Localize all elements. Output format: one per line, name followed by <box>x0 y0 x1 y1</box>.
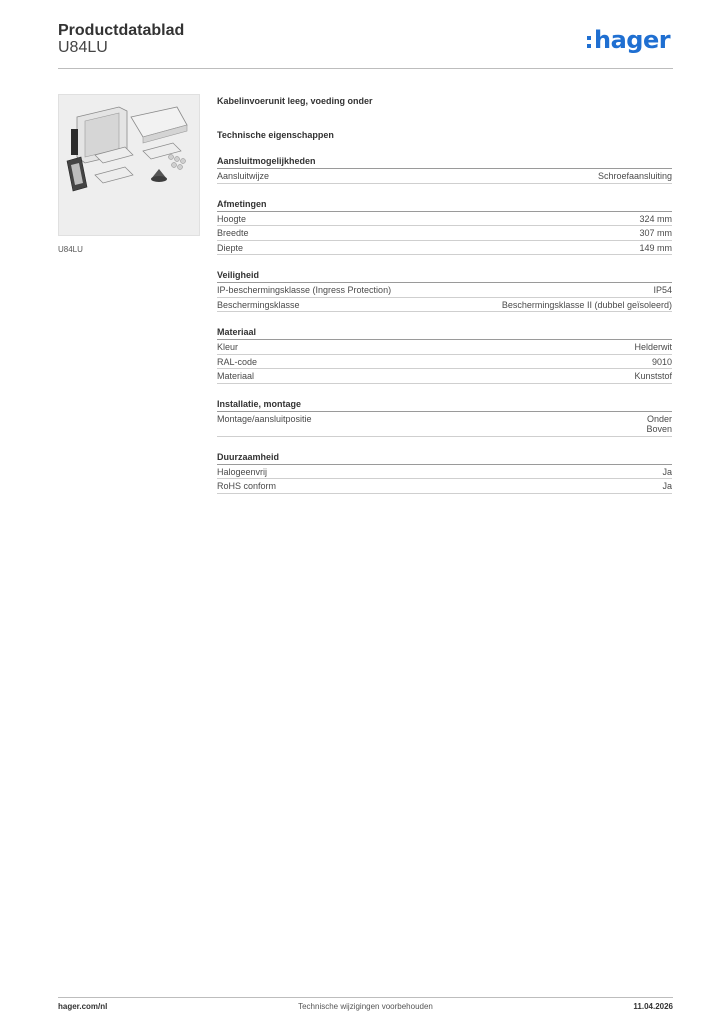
spec-label: RoHS conform <box>217 481 277 491</box>
spec-row <box>217 355 672 370</box>
spec-label: Halogeenvrij <box>217 466 268 477</box>
spec-value-line: 307 mm <box>639 228 672 238</box>
spec-row <box>217 298 672 313</box>
spec-row <box>217 479 672 494</box>
spec-value-line: Ja <box>662 481 672 491</box>
spec-value <box>662 481 672 492</box>
spec-value-line: IP54 <box>653 285 672 295</box>
spec-label: Beschermingsklasse <box>217 299 300 310</box>
spec-row <box>217 283 672 298</box>
spec-value-line: Helderwit <box>634 342 672 352</box>
spec-value-line: Ja <box>662 466 672 477</box>
spec-value <box>639 243 672 254</box>
section-title: Veiligheid <box>217 270 672 283</box>
product-image <box>58 94 200 236</box>
spec-section <box>217 156 672 184</box>
spec-row <box>217 369 672 384</box>
spec-value-line: 149 mm <box>639 242 672 253</box>
section-title: Afmetingen <box>217 199 672 212</box>
spec-content <box>217 96 672 494</box>
spec-value <box>652 357 672 368</box>
spec-value <box>634 371 672 382</box>
logo-dots-icon <box>587 36 593 52</box>
spec-label: Materiaal <box>217 371 255 381</box>
spec-label: Hoogte <box>217 213 247 224</box>
product-code: U84LU <box>58 39 108 56</box>
spec-label: Kleur <box>217 342 239 352</box>
section-title: Materiaal <box>217 327 672 340</box>
spec-value-line: Beschermingsklasse II (dubbel geïsoleerd) <box>501 299 672 310</box>
spec-row <box>217 169 672 184</box>
spec-value-line: 324 mm <box>639 213 672 224</box>
page-header <box>58 20 673 69</box>
section-title: Installatie, montage <box>217 399 672 412</box>
spec-row <box>217 465 672 480</box>
spec-label: IP-beschermingsklasse (Ingress Protection) <box>217 285 392 295</box>
spec-label: Montage/aansluitpositie <box>217 413 312 424</box>
spec-value <box>639 214 672 225</box>
spec-sections <box>217 156 672 494</box>
spec-row <box>217 226 672 241</box>
spec-value <box>598 171 672 182</box>
logo-wordmark: hager <box>594 26 671 54</box>
spec-label: RAL-code <box>217 356 258 367</box>
specs-heading: Technische eigenschappen <box>217 130 334 140</box>
document-title: Productdatablad <box>58 22 185 39</box>
footer-date: 11.04.2026 <box>633 1002 673 1011</box>
spec-row <box>217 412 672 437</box>
spec-row <box>217 340 672 355</box>
spec-row <box>217 241 672 256</box>
product-title: Kabelinvoerunit leeg, voeding onder <box>217 96 373 106</box>
section-title: Aansluitmogelijkheden <box>217 156 672 169</box>
spec-value-line: Kunststof <box>634 371 672 381</box>
spec-value-line: Onder <box>646 413 672 424</box>
spec-section <box>217 199 672 256</box>
footer-disclaimer: Technische wijzigingen voorbehouden <box>298 1002 433 1011</box>
spec-value <box>646 414 672 435</box>
spec-value-line: Schroefaansluiting <box>597 171 672 181</box>
spec-row <box>217 212 672 227</box>
spec-section <box>217 327 672 384</box>
spec-section <box>217 270 672 312</box>
spec-value <box>653 285 672 296</box>
footer-website: hager.com/nl <box>58 1002 108 1011</box>
spec-value <box>502 300 672 311</box>
spec-value <box>634 342 672 353</box>
spec-value-line: Boven <box>646 424 672 434</box>
spec-section <box>217 452 672 494</box>
image-caption: U84LU <box>58 245 83 254</box>
spec-label: Aansluitwijze <box>217 171 270 181</box>
spec-value <box>639 228 672 239</box>
hager-logo <box>587 28 673 54</box>
page-footer <box>58 997 673 1018</box>
spec-section <box>217 399 672 437</box>
product-illustration <box>59 95 199 235</box>
spec-value-line: 9010 <box>651 356 672 367</box>
spec-label: Breedte <box>217 228 249 238</box>
section-title: Duurzaamheid <box>217 452 672 465</box>
spec-value <box>662 467 672 478</box>
spec-label: Diepte <box>217 242 244 253</box>
